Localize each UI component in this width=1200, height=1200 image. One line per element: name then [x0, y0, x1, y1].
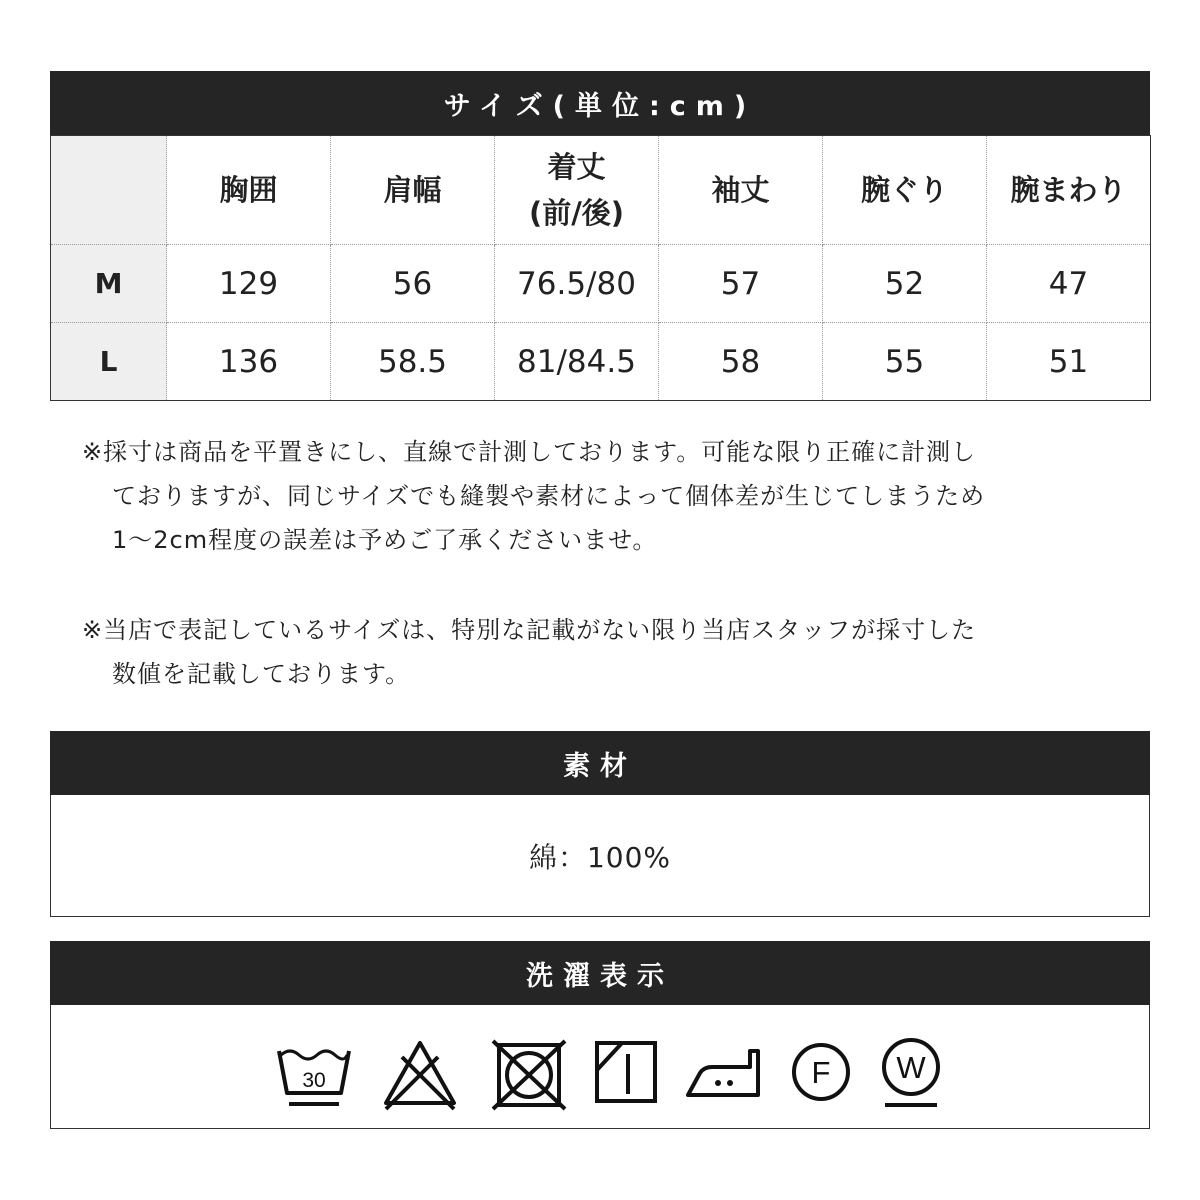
- size-value: 58.5: [331, 323, 495, 401]
- size-value: 76.5/80: [495, 245, 659, 323]
- care-label-box: [50, 1005, 1150, 1129]
- material-value: 綿：100%: [528, 840, 672, 874]
- svg-text:F: F: [811, 1055, 831, 1090]
- col-header-length: 着丈 (前/後): [495, 136, 659, 245]
- size-table: [50, 135, 1151, 401]
- col-header-arm-circumference: 腕まわり: [987, 136, 1151, 245]
- size-section-header: [50, 71, 1150, 135]
- size-value: 57: [659, 245, 823, 323]
- size-label: M: [51, 245, 167, 323]
- note-line: ※当店で表記しているサイズは、特別な記載がない限り当店スタッフが採寸した: [82, 616, 977, 644]
- svg-text:30: 30: [302, 1069, 326, 1092]
- col-header-sleeve: 袖丈: [659, 136, 823, 245]
- line-dry-shade-icon: [594, 1040, 658, 1104]
- material-box: [50, 795, 1150, 917]
- no-tumble-dry-icon: [491, 1039, 567, 1111]
- wash-tub-30-icon: [277, 1041, 351, 1109]
- no-bleach-icon: [380, 1037, 460, 1111]
- note-line: ※採寸は商品を平置きにし、直線で計測しております。可能な限り正確に計測し: [82, 438, 977, 466]
- size-section-title: サイズ(単位:cm): [443, 90, 757, 122]
- size-value: 51: [1048, 343, 1089, 380]
- wet-clean-w-icon: [879, 1035, 943, 1109]
- dry-clean-f-icon: [790, 1041, 852, 1103]
- note-line: 1～2cm程度の誤差は予めご了承くださいませ。: [112, 526, 658, 554]
- size-source-note: [82, 608, 1102, 696]
- svg-text:W: W: [896, 1050, 926, 1085]
- size-row-m: [51, 245, 1151, 323]
- size-value: 136: [167, 323, 331, 401]
- size-value: 52: [823, 245, 987, 323]
- material-section-title: 素材: [563, 750, 637, 782]
- note-line: ておりますが、同じサイズでも縫製や素材によって個体差が生じてしまうため: [112, 482, 986, 510]
- size-value: 55: [823, 323, 987, 401]
- care-section-header: [50, 941, 1150, 1005]
- size-row-l: [51, 323, 1151, 401]
- care-section-title: 洗濯表示: [526, 960, 674, 992]
- iron-medium-icon: [684, 1041, 764, 1101]
- size-value: 47: [987, 245, 1151, 323]
- col-header-armhole: 腕ぐり: [823, 136, 987, 245]
- size-value: 58: [659, 323, 823, 401]
- size-table-header-row: [51, 136, 1151, 245]
- size-value: 56: [331, 245, 495, 323]
- material-section-header: [50, 731, 1150, 795]
- size-value: 81/84.5: [495, 323, 659, 401]
- size-table-corner-cell: [51, 136, 167, 245]
- size-value: 129: [167, 245, 331, 323]
- note-line: 数値を記載しております。: [112, 660, 411, 688]
- size-label: L: [51, 323, 167, 401]
- col-header-chest: 胸囲: [167, 136, 331, 245]
- measurement-note: [82, 430, 1102, 562]
- col-header-shoulder: 肩幅: [331, 136, 495, 245]
